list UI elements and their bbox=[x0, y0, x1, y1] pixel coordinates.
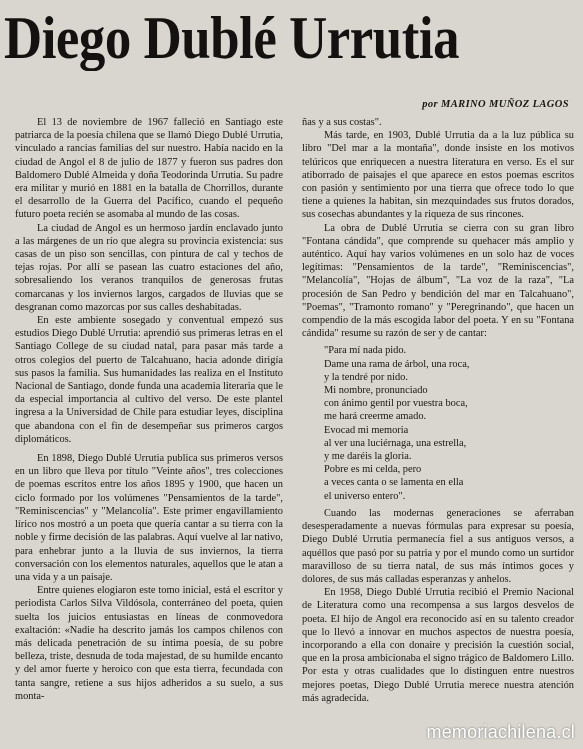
paragraph: Cuando las modernas generaciones se aferraban desesperadamente a nuevas fórmulas para expresar su poesía, Diego Dublé Urrutia permanecía fiel a sus antiguos versos, a aquéllos que pasó por su patria y por el mundo como un surtidor maravilloso de su tierra natal, de sus más íntimos goces y dolores, de sus más calladas esperanzas y anhelos. bbox=[302, 507, 574, 585]
paragraph: En este ambiente sosegado y conventual empezó sus estudios Diego Dublé Urrutia: aprendió sus primeras letras en el Santiago College de su ciudad natal, para pasar más tarde a otros colegios del puerto de Talcahuano, hacia adonde dirigía sus pasos la familia. Sus humanidades las realiza en el Instituto Nacional de Santiago, donde funda una academia literaria que le da especial importancia al cultivo del verso. De este plantel ingresa a la Universidad de Chile para estudiar leyes, disciplina que abandona con el fin de desempeñar sus primeros cargos diplomáticos. bbox=[15, 315, 283, 445]
paragraph: En 1898, Diego Dublé Urrutia publica sus primeros versos en un libro que lleva por título "Veinte años", tres colecciones de poemas escritos entre los años 1895 y 1900, que hacen un ciclo formado por los volúmenes "Pensamientos de la tarde", "Reminiscencias" y "Melancolía". Este primer engavillamiento lírico nos mostró a un poeta que quería cantar a su tierra con la noble y firme decisión de las palabras. Aquí vuelve al lar nativo, para enhebrar junto a la lluvia de sus inviernos, la tierra conversación con los elementos naturales, aquellos que le atan a una vida y a un paisaje. bbox=[15, 453, 283, 583]
paragraph: La obra de Dublé Urrutia se cierra con su gran libro "Fontana cándida", que comprende su quehacer más amplio y auténtico. Aquí hay varios volúmenes en un solo haz de voces legítimas: "Pensamientos de la tarde", "Reminiscencias", "Melancolía", "Hojas de álbum", "La voz de la raza", "La procesión de San Pedro y bendición del mar en Talcahuano", "Poemas", "Tramonto romano" y "Peregrinando", que hacen un compendio de la más escogida labor del poeta. Y en su "Fontana cándida" resume su razón de ser y de cantar: bbox=[302, 222, 574, 340]
paragraph: El 13 de noviembre de 1967 falleció en Santiago este patriarca de la poesía chilena que se llamó Diego Dublé Urrutia, vinculado a rancias familias del sur nuestro. Había nacido en la ciudad de Angol el 8 de julio de 1877 y fueron sus padres don Baldomero Dublé Almeida y doña Teodorinda Urrutia. Su padre era militar y murió en 1881 en la batalla de Chorrillos, durante el desarrollo de la Guerra del Pacífico, cuando el pequeño futuro poeta recién se asomaba al mundo de las cosas. bbox=[15, 117, 283, 221]
poem-line: con ánimo gentil por vuestra boca, bbox=[324, 398, 468, 410]
paragraph: En 1958, Diego Dublé Urrutia recibió el Premio Nacional de Literatura como una recompensa a sus largos desvelos de poeta. El hijo de Angol era reconocido así en su talento creador que lo llevó a innovar en muchos aspectos de nuestra poesía, incorporando a ella con donaire y precisión la cuestión social, que en la prosa ambicionaba el signo trágico de Baldomero Lillo. Por esta y otras cualidades que lo distinguen entre nuestros mejores poetas, Diego Dublé Urrutia merece nuestra atención más agradecida. bbox=[302, 587, 574, 704]
poem-line: me hará creerme amado. bbox=[324, 411, 427, 423]
poem-line: Pobre es mi celda, pero bbox=[324, 464, 422, 476]
article-byline: por MARINO MUÑOZ LAGOS bbox=[422, 99, 569, 110]
poem-line: a veces canta o se lamenta en ella bbox=[324, 477, 464, 489]
poem-quote bbox=[324, 344, 574, 502]
poem-line: Evocad mi memoria bbox=[324, 424, 409, 436]
poem-line: y me daréis la gloria. bbox=[324, 451, 412, 463]
right-column bbox=[302, 116, 574, 744]
paragraph: Entre quienes elogiaron este tomo inicial, está el escritor y periodista Carlos Silva Vildósola, conterráneo del poeta, quien suelta los juicios entusiastas en líneas de conmovedora exaltación: «Nadie ha descrito jamás los campos chilenos con más delicada penetración de su íntima poesía, de su pobre belleza, triste, desnuda de toda majestad, de su humilde encanto y del amor fuerte y heroico con que esta tierra, fecundada con tanta sangre, retiene a sus hijos adheridos a su suelo, a sus monta- bbox=[15, 585, 283, 702]
poem-line: Mi nombre, pronunciado bbox=[324, 385, 428, 397]
paragraph-continuation: ñas y a sus costas". bbox=[302, 117, 382, 128]
watermark: memoriachilena.cl bbox=[426, 722, 575, 742]
paragraph: Más tarde, en 1903, Dublé Urrutia da a la luz pública su libro "Del mar a la montaña", donde insiste en los motivos telúricos que enriquecen a nuestra literatura en verso. Es el sur atiborrado de paisajes el que aparece en estos poemas escritos con pasión y sentimiento por una tierra que ofrece todo lo que tiene a quienes la habitan, sin mezquindades sus frutos dorados, sus cosechas abundantes y la riqueza de sus rincones. bbox=[302, 130, 574, 221]
poem-line: al ver una luciérnaga, una estrella, bbox=[324, 437, 467, 449]
poem-line: "Para mí nada pido. bbox=[324, 345, 407, 357]
left-column bbox=[15, 116, 283, 744]
article-title: Diego Dublé Urrutia bbox=[4, 5, 460, 71]
poem-line: el universo entero". bbox=[324, 490, 406, 502]
poem-line: Dame una rama de árbol, una roca, bbox=[324, 358, 470, 370]
poem-line: y la tendré por nido. bbox=[324, 371, 408, 383]
paragraph: La ciudad de Angol es un hermoso jardín enclavado junto a las márgenes de un río que alegra su provincia existencia: sus casas de un piso son sencillas, con pintura de cal y techos de tejas rojas. Por allí se pasean las cuatro estaciones del año, sobresaliendo los veranos tranquilos de generosas frutas comarcanas y los inviernos largos, cargados de lluvias que se desgranan como mazorcas por sus calles deshabitadas. bbox=[15, 222, 283, 313]
